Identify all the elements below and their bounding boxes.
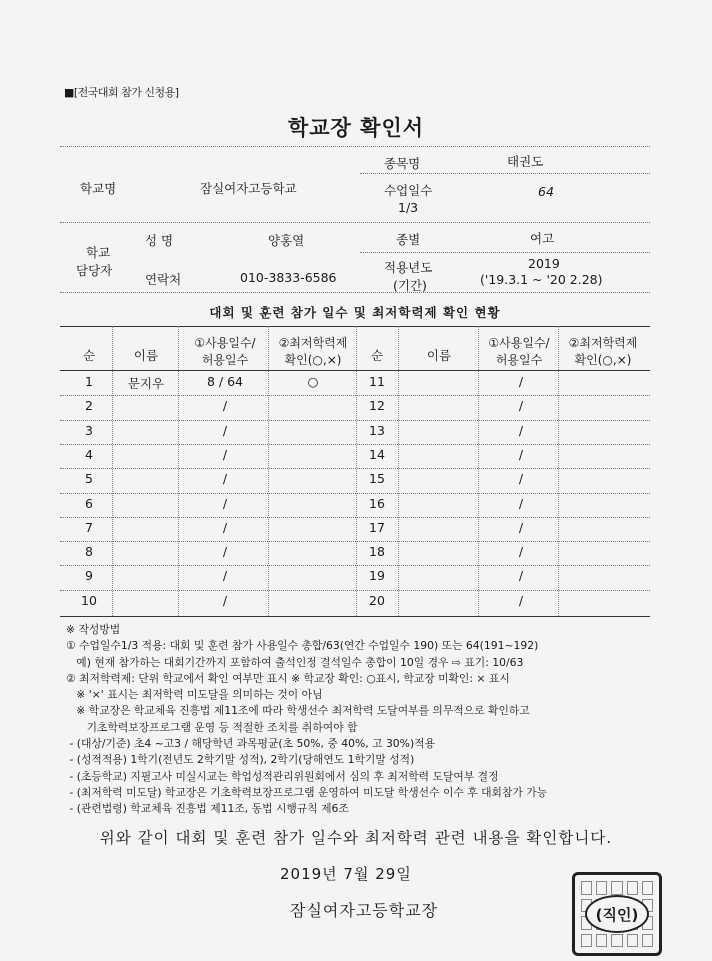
instruction-line: 기초학력보장프로그램 운영 등 적절한 조치를 취하여야 함 [66, 720, 358, 734]
teacher-label: 학교 [86, 245, 111, 260]
row-divider [60, 420, 650, 421]
instruction-line: 예) 현재 참가하는 대회기간까지 포함하여 출석인정 결석일수 총합이 10일 경우 ⇨ 표기: 10/63 [66, 655, 524, 669]
info-divider [60, 292, 650, 293]
row-divider [60, 565, 650, 566]
row-number: 12 [369, 398, 385, 414]
instruction-line: - (초등학교) 지필고사 미실시교는 학업성적관리위원회에서 심의 후 최저학력 도달여부 결정 [66, 769, 499, 783]
row-number: 3 [85, 422, 93, 438]
table-subtitle: 대회 및 훈련 참가 일수 및 최저학력제 확인 현황 [209, 305, 501, 320]
days-used: 8 / 64 [206, 374, 244, 389]
name-label: 성 명 [145, 233, 174, 248]
confirmation-statement: 위와 같이 대회 및 훈련 참가 일수와 최저학력 관련 내용을 확인합니다. [99, 829, 613, 847]
teacher-label-2: 담당자 [76, 263, 113, 278]
header-days-right: ①사용일수/ [488, 336, 550, 350]
row-number: 13 [369, 422, 385, 438]
name-value: 양홍열 [268, 233, 305, 248]
header-academic-2: 확인(○,×) [284, 353, 342, 367]
days-used: / [222, 592, 228, 608]
official-seal [572, 872, 662, 956]
instruction-line: - (대상/기준) 초4 ~고3 / 해당학년 과목평균(초 50%, 중 40%, 고 30%)적용 [66, 737, 436, 751]
header-days-2: 허용일수 [201, 353, 249, 367]
class-days-value: 64 [538, 184, 554, 199]
days-used: / [518, 544, 524, 560]
header-academic-right: ②최저학력제 [568, 336, 638, 350]
year-period-value: ('19.3.1 ~ '20 2.28) [480, 272, 603, 287]
row-number: 7 [85, 519, 93, 535]
days-used: / [222, 398, 228, 414]
row-number: 20 [369, 592, 385, 608]
instruction-line: ② 최저학력제: 단위 학교에서 확인 여부만 표시 ※ 학교장 확인: ○표시, 학교장 미확인: × 표시 [66, 671, 510, 685]
table-divider [356, 326, 357, 616]
class-days-label-fraction: 1/3 [398, 200, 419, 215]
header-days: ①사용일수/ [194, 336, 256, 350]
row-number: 8 [85, 544, 93, 560]
days-used: / [518, 471, 524, 487]
info-divider [60, 222, 650, 223]
sport-label: 종목명 [384, 156, 421, 171]
gender-value: 여고 [530, 231, 555, 246]
days-used: / [222, 495, 228, 511]
row-number: 17 [369, 519, 385, 535]
school-name: 잠실여자고등학교 [200, 181, 297, 196]
contact-label: 연락처 [145, 272, 182, 287]
row-number: 6 [85, 495, 93, 511]
days-used: / [518, 495, 524, 511]
days-used: / [222, 519, 228, 535]
days-used: / [518, 374, 524, 389]
contact-value: 010-3833-6586 [240, 270, 337, 285]
year-label-period: (기간) [393, 278, 427, 293]
days-used: / [222, 422, 228, 438]
instruction-line: ※ 작성방법 [66, 623, 121, 636]
row-number: 5 [85, 471, 93, 487]
days-used: / [518, 519, 524, 535]
header-name: 이름 [133, 348, 159, 363]
row-number: 9 [85, 568, 93, 584]
instruction-line: - (최저학력 미도달) 학교장은 기초학력보장프로그램 운영하여 미도달 학생선수 이수 후 대회참가 가능 [66, 785, 548, 799]
row-number: 1 [85, 374, 93, 389]
instruction-line: ① 수업일수1/3 적용: 대회 및 훈련 참가 사용일수 총합/63(연간 수업일수 190) 또는 64(191~192) [66, 639, 539, 653]
header-name-right: 이름 [426, 348, 452, 363]
table-header-line [60, 370, 650, 371]
days-used: / [222, 471, 228, 487]
row-number: 15 [369, 471, 385, 487]
seal-text: (직인) [585, 895, 649, 933]
row-divider [60, 493, 650, 494]
row-divider [60, 541, 650, 542]
header-academic-right-2: 확인(○,×) [574, 353, 632, 367]
row-divider [60, 395, 650, 396]
year-value: 2019 [528, 256, 560, 271]
row-number: 2 [85, 398, 93, 414]
table-divider [112, 326, 113, 616]
school-label: 학교명 [80, 181, 117, 196]
row-number: 19 [369, 568, 385, 584]
gender-label: 종별 [396, 232, 421, 247]
info-divider [360, 173, 650, 174]
signature-date: 2019년 7월 29일 [280, 865, 412, 883]
row-number: 4 [85, 446, 93, 462]
info-divider [60, 146, 650, 147]
athlete-name: 문지우 [127, 376, 165, 391]
row-number: 18 [369, 544, 385, 560]
table-divider [398, 326, 399, 616]
row-divider [60, 444, 650, 445]
days-used: / [222, 446, 228, 462]
year-label: 적용년도 [384, 260, 433, 275]
row-divider [60, 468, 650, 469]
days-used: / [518, 446, 524, 462]
header-no: 순 [82, 348, 96, 363]
form-tag: ■[전국대회 참가 신청용] [64, 86, 179, 99]
row-number: 10 [81, 592, 97, 608]
row-divider [60, 517, 650, 518]
principal-title: 잠실여자고등학교장 [290, 901, 439, 920]
table-top-line [60, 326, 650, 327]
instruction-line: ※ '×' 표시는 최저학력 미도달을 의미하는 것이 아님 [66, 688, 323, 702]
class-days-label: 수업일수 [384, 183, 433, 198]
table-divider [178, 326, 179, 616]
sport-value: 태권도 [507, 154, 544, 169]
instruction-line: - (관련법령) 학교체육 진흥법 제11조, 동법 시행규칙 제6조 [66, 802, 349, 816]
days-used: / [222, 568, 228, 584]
row-number: 14 [369, 446, 385, 462]
days-used: / [518, 592, 524, 608]
days-used: / [518, 568, 524, 584]
row-divider [60, 590, 650, 591]
instruction-line: - (성적적용) 1학기(전년도 2학기말 성적), 2학기(당해연도 1학기말 성적) [66, 753, 415, 767]
header-days-right-2: 허용일수 [495, 353, 543, 367]
instruction-line: ※ 학교장은 학교체육 진흥법 제11조에 따라 학생선수 최저학력 도달여부를 의무적으로 확인하고 [66, 704, 530, 718]
days-used: / [222, 544, 228, 560]
days-used: / [518, 422, 524, 438]
row-number: 16 [369, 495, 385, 511]
academic-check: ○ [307, 374, 319, 389]
instructions [66, 622, 666, 818]
header-no-right: 순 [370, 348, 384, 363]
document-title: 학교장 확인서 [287, 116, 425, 140]
table-bottom-line [60, 616, 650, 617]
row-number: 11 [369, 374, 385, 389]
days-used: / [518, 398, 524, 414]
info-divider [360, 252, 650, 253]
header-academic: ②최저학력제 [278, 336, 348, 350]
